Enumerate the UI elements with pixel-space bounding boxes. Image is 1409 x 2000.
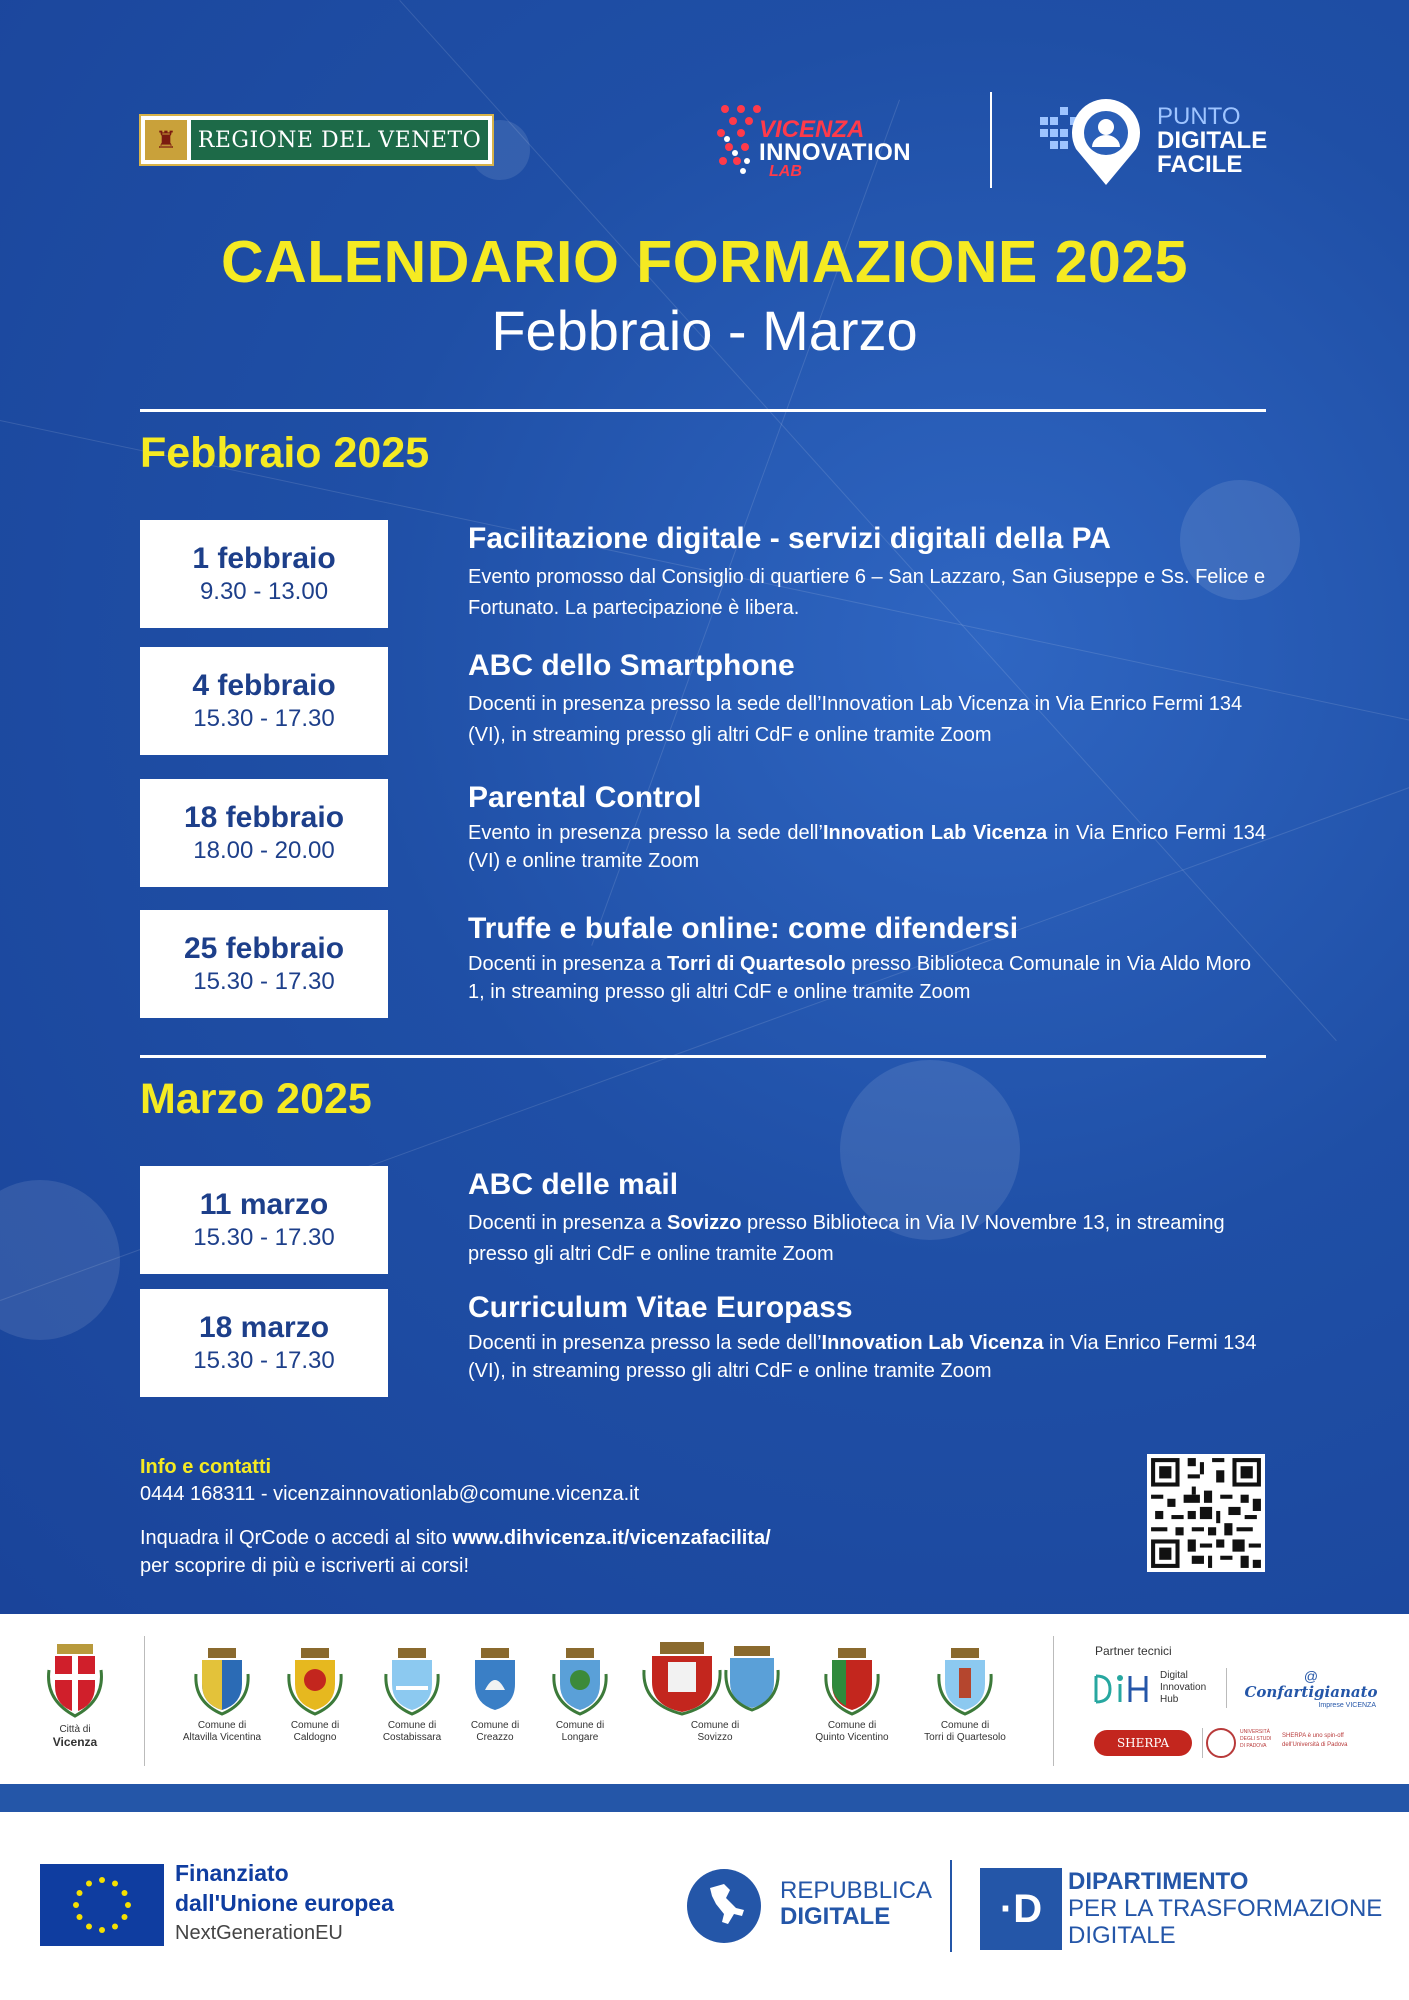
crest-caption-1: Comune di: [290, 1720, 340, 1731]
date-box: [140, 647, 388, 755]
band-separator: [144, 1636, 145, 1766]
crest-altavilla: [172, 1646, 272, 1744]
divider: [140, 1055, 1266, 1058]
qr-instructions-2: per scoprire di più e iscriverti ai corsi!: [140, 1555, 469, 1577]
event-description: [468, 819, 1266, 875]
pdf-logo-line1: PUNTO: [1157, 103, 1241, 130]
dtd-label: [1068, 1868, 1382, 1949]
event-hours: 15.30 - 17.30: [193, 1224, 335, 1251]
unipd-label: [1240, 1729, 1271, 1750]
event-title: Curriculum Vitae Europass: [468, 1291, 853, 1324]
location-pin-icon: [1040, 95, 1150, 187]
pdf-logo-line2: DIGITALE: [1157, 127, 1268, 154]
event-description: [468, 950, 1266, 1006]
crest-torri-di-quartesolo: [910, 1646, 1020, 1744]
sovizzo-crest-icon: [640, 1640, 790, 1716]
repubblica-digitale-icon: [686, 1868, 762, 1944]
desc-bold: Sovizzo: [667, 1212, 742, 1234]
punto-digitale-facile-logo: [1040, 95, 1280, 190]
event-hours: 9.30 - 13.00: [199, 578, 329, 605]
event-text: [468, 910, 1266, 1006]
event-text: [468, 647, 1266, 751]
website-link[interactable]: www.dihvicenza.it/vicenzafacilita/: [452, 1527, 771, 1549]
vil-logo-line3: LAB: [769, 163, 802, 180]
crest-caption-2: Sovizzo: [697, 1732, 733, 1743]
contact-line[interactable]: 0444 168311 - vicenzainnovationlab@comune.vicenza.it: [140, 1483, 640, 1505]
vil-logo-line2: INNOVATION: [759, 139, 912, 166]
crest-creazzo: [460, 1646, 530, 1744]
dtd-line1: DIPARTIMENTO: [1068, 1868, 1249, 1895]
caldogno-crest-icon: [287, 1646, 343, 1716]
page-subtitle: Febbraio - Marzo: [491, 299, 918, 362]
confartigianato-name: Confartigianato: [1244, 1683, 1378, 1701]
desc-bold: Innovation Lab Vicenza: [821, 1332, 1044, 1354]
unipd-line1: UNIVERSITÀ: [1240, 1729, 1271, 1735]
date-box: [140, 910, 388, 1018]
event-title: Truffe e bufale online: come difendersi: [468, 912, 1019, 945]
desc-bold: Torri di Quartesolo: [667, 953, 846, 975]
event-hours: 15.30 - 17.30: [193, 1347, 335, 1374]
band-separator: [1053, 1636, 1054, 1766]
vicenza-crest-icon: [45, 1640, 105, 1720]
dih-mark-icon: [1094, 1672, 1154, 1706]
eu-funding-label: [175, 1858, 394, 1948]
event-description: [468, 1208, 1266, 1270]
crest-caption-1: Comune di: [555, 1720, 605, 1731]
desc-part: Evento in presenza presso la sede dell’: [468, 822, 823, 844]
divider: [140, 409, 1266, 412]
crest-caption-2: Caldogno: [293, 1732, 337, 1743]
unipd-line3: DI PADOVA: [1240, 1743, 1267, 1749]
eu-line3: NextGenerationEU: [175, 1922, 343, 1944]
partners-title: Partner tecnici: [1095, 1644, 1172, 1658]
vicenza-caption-1: Città di: [59, 1724, 91, 1735]
sherpa-note-line1: SHERPA è uno spin-off: [1282, 1733, 1344, 1739]
event-text: [468, 1289, 1266, 1385]
desc-bold: Innovation Lab Vicenza: [822, 822, 1048, 844]
crest-caption-2: Costabissara: [382, 1732, 442, 1743]
vil-logo-line1: VICENZA: [759, 116, 865, 143]
dih-line1: Digital: [1160, 1670, 1188, 1681]
partner-separator: [1226, 1668, 1227, 1708]
crest-sovizzo: [640, 1640, 790, 1744]
logo-divider: [990, 92, 992, 188]
costabissara-crest-icon: [384, 1646, 440, 1716]
event-hours: 18.00 - 20.00: [193, 837, 335, 864]
blue-strip: [0, 1784, 1409, 1812]
sherpa-note: [1282, 1732, 1348, 1750]
info-contacts: [140, 1454, 1040, 1580]
altavilla-crest-icon: [194, 1646, 250, 1716]
vicenza-caption-2: Vicenza: [52, 1735, 98, 1749]
decor-dot: [0, 1180, 120, 1340]
desc-part: presso Biblioteca in Via IV Novembre 13, in streaming presso gli altri CdF e online tramite Zoom: [468, 1212, 1225, 1265]
footer-separator: [950, 1860, 952, 1952]
unipd-line2: DEGLI STUDI: [1240, 1736, 1272, 1742]
regione-veneto-label: REGIONE DEL VENETO: [191, 120, 488, 160]
event-description: [468, 1329, 1266, 1385]
event-description: Docenti in presenza presso la sede dell’Innovation Lab Vicenza in Via Enrico Fermi 134 (VI), in streaming presso gli altri CdF e online tramite Zoom: [468, 693, 1243, 746]
pdf-logo-line3: FACILE: [1157, 151, 1243, 178]
event-text: [468, 520, 1266, 624]
vicenza-innovation-lab-logo: [715, 97, 940, 185]
funding-footer: [0, 1812, 1409, 2000]
event-description: Evento promosso dal Consiglio di quartiere 6 – San Lazzaro, San Giuseppe e Ss. Felice e Fortunato. La partecipazione è libera.: [468, 566, 1266, 619]
event-hours: 15.30 - 17.30: [193, 968, 335, 995]
date-box: [140, 1289, 388, 1397]
spacer: [140, 1508, 1040, 1524]
sherpa-label: SHERPA: [1116, 1736, 1170, 1750]
unipd-seal-icon: [1206, 1728, 1236, 1758]
qr-instructions: [140, 1524, 1040, 1552]
desc-part: Docenti in presenza a: [468, 1212, 668, 1234]
crest-longare: [545, 1646, 615, 1744]
rd-line2: DIGITALE: [780, 1903, 891, 1930]
crest-quinto-vicentino: [802, 1646, 902, 1744]
sherpa-logo: [1094, 1730, 1192, 1756]
eu-line2: dall'Unione europea: [175, 1890, 394, 1916]
event-title: ABC delle mail: [468, 1168, 679, 1201]
regione-veneto-logo: [139, 114, 494, 166]
desc-part: Docenti in presenza a: [468, 953, 668, 975]
confartigianato-logo: [1236, 1668, 1386, 1712]
month-heading-febbraio: Febbraio 2025: [140, 429, 430, 477]
event-title: Facilitazione digitale - servizi digitali della PA: [468, 522, 1111, 555]
lion-icon: ♜: [145, 120, 187, 160]
event-date: 1 febbraio: [192, 542, 336, 575]
dih-logo: [1094, 1670, 1224, 1710]
date-box: [140, 1166, 388, 1274]
partner-separator: [1202, 1728, 1203, 1758]
qr-code[interactable]: [1147, 1454, 1265, 1572]
info-label: Info e contatti: [140, 1456, 272, 1478]
confartigianato-sub: Imprese VICENZA: [1318, 1702, 1376, 1709]
crest-caldogno: [280, 1646, 350, 1744]
dtd-line3: DIGITALE: [1068, 1922, 1176, 1949]
at-icon: @: [1303, 1668, 1319, 1684]
dtd-line2: PER LA TRASFORMAZIONE: [1068, 1895, 1383, 1922]
date-box: [140, 520, 388, 628]
crest-costabissara: [372, 1646, 452, 1744]
sherpa-note-line2: dell'Università di Padova: [1282, 1742, 1348, 1748]
vicenza-crest: [40, 1640, 110, 1748]
crest-caption-1: Comune di: [690, 1720, 740, 1731]
desc-part: in Via Enrico Fermi 134 (VI), in streaming presso gli altri CdF e online tramite Zoom: [468, 1332, 1257, 1382]
event-date: 18 marzo: [198, 1311, 330, 1344]
page-title: CALENDARIO FORMAZIONE 2025: [221, 229, 1188, 295]
event-title: ABC dello Smartphone: [468, 649, 795, 682]
desc-part: presso Biblioteca Comunale in Via Aldo Moro 1, in streaming presso gli altri CdF e online tramite Zoom: [468, 953, 1251, 1003]
eu-flag-icon: [40, 1864, 164, 1946]
crest-caption-2: Torri di Quartesolo: [924, 1732, 1006, 1743]
event-date: 18 febbraio: [183, 801, 345, 834]
desc-part: Docenti in presenza presso la sede dell’: [468, 1332, 822, 1354]
creazzo-crest-icon: [467, 1646, 523, 1716]
dih-line3: Hub: [1160, 1694, 1179, 1705]
event-date: 11 marzo: [199, 1188, 329, 1221]
quinto-vicentino-crest-icon: [824, 1646, 880, 1716]
event-date: 4 febbraio: [192, 669, 336, 702]
crest-caption-1: Comune di: [827, 1720, 877, 1731]
crest-caption-2: Longare: [561, 1732, 599, 1743]
qr-text: Inquadra il QrCode o accedi al sito: [140, 1527, 453, 1549]
crest-caption-1: Comune di: [387, 1720, 437, 1731]
crest-caption-2: Altavilla Vicentina: [182, 1732, 262, 1743]
desc-part: in Via Enrico Fermi 134 (VI) e online tramite Zoom: [468, 822, 1266, 872]
eu-line1: Finanziato: [175, 1860, 289, 1886]
rd-line1: REPUBBLICA: [780, 1877, 933, 1904]
crest-caption-2: Creazzo: [476, 1732, 514, 1743]
dtd-icon: ·D: [980, 1868, 1062, 1950]
month-heading-marzo: Marzo 2025: [140, 1075, 372, 1123]
event-title: Parental Control: [468, 781, 702, 814]
crest-caption-1: Comune di: [470, 1720, 520, 1731]
crest-caption-1: Comune di: [940, 1720, 990, 1731]
event-text: [468, 779, 1266, 875]
repubblica-digitale-label: [780, 1878, 932, 1930]
crest-caption-2: Quinto Vicentino: [815, 1732, 889, 1743]
event-text: [468, 1166, 1266, 1270]
dih-line2: Innovation: [1160, 1682, 1207, 1693]
event-hours: 15.30 - 17.30: [193, 705, 335, 732]
event-date: 25 febbraio: [183, 932, 345, 965]
torri-di-quartesolo-crest-icon: [937, 1646, 993, 1716]
date-box: [140, 779, 388, 887]
longare-crest-icon: [552, 1646, 608, 1716]
crest-caption-1: Comune di: [197, 1720, 247, 1731]
